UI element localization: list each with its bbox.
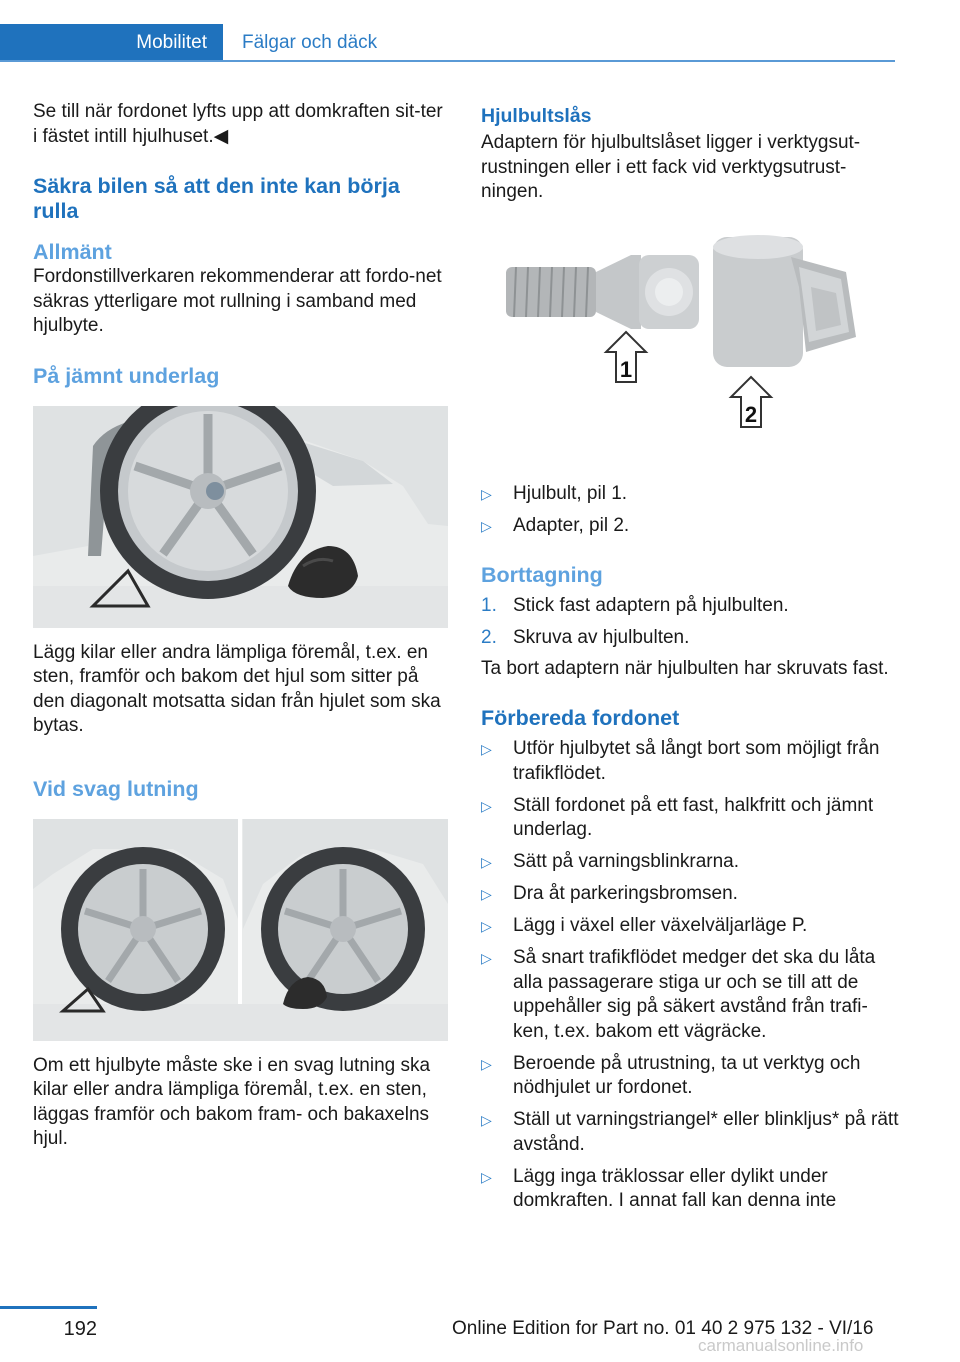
- list-item: ▷ Beroende på utrustning, ta ut verktyg och nödhjulet ur fordonet.: [481, 1052, 861, 1098]
- list-item: 1. Stick fast adaptern på hjulbulten.: [481, 595, 789, 616]
- flat-ground-figure: [33, 406, 448, 628]
- flat-ground-text: Lägg kilar eller andra lämpliga föremål, t.ex. en sten, framför och bakom det hjul som sitter på den diagonalt motsatta sidan från hjulet som ska bytas.: [33, 641, 441, 736]
- triangle-bullet-icon: ▷: [481, 950, 492, 966]
- heading-secure: Säkra bilen så att den inte kan börja rulla: [33, 174, 400, 223]
- slope-text: Om ett hjulbyte måste ske i en svag lutning ska kilar eller andra lämpliga föremål, t.ex. en sten, läggas framför och bakom fram- och bakaxelns hjul.: [33, 1054, 431, 1149]
- edition-text: Online Edition for Part no. 01 40 2 975 132 - VI/16: [452, 1318, 874, 1339]
- page-number: 192: [63, 1318, 97, 1340]
- heading-removal: Borttagning: [481, 563, 603, 587]
- general-text: Fordonstillverkaren rekommenderar att fordo‐net säkras ytterligare mot rullning i samband med hjulbyte.: [33, 266, 442, 336]
- wheel-lock-figure: [481, 227, 899, 462]
- intro-text: Se till när fordonet lyfts upp att domkraften sit‐ter i fästet intill hjulhuset.◀: [33, 101, 443, 147]
- lock-bolt-adapter-illustration: [481, 227, 899, 462]
- triangle-bullet-icon: ▷: [481, 854, 492, 870]
- triangle-bullet-icon: ▷: [481, 517, 492, 534]
- list-item: 2. Skruva av hjulbulten.: [481, 627, 690, 648]
- triangle-bullet-icon: ▷: [481, 1112, 492, 1128]
- watermark: carmanualsonline.info: [698, 1336, 864, 1355]
- list-item: ▷ Dra åt parkeringsbromsen.: [481, 882, 899, 907]
- header-rule: [0, 60, 895, 62]
- triangle-bullet-icon: ▷: [481, 797, 492, 814]
- left-column: [33, 100, 448, 1152]
- list-item: ▷ Ställ ut varningstriangel* eller blinkljus* på rätt avstånd.: [481, 1109, 899, 1155]
- triangle-bullet-icon: ▷: [481, 1055, 492, 1072]
- list-item: ▷ Sätt på varningsblinkrarna.: [481, 850, 899, 875]
- list-item: ▷ Ställ fordonet på ett fast, halkfritt och jämnt underlag.: [481, 794, 874, 840]
- heading-flat-ground: På jämnt underlag: [33, 363, 220, 388]
- triangle-bullet-icon: ▷: [481, 918, 492, 934]
- list-item: ▷ Så snart trafikflödet medger det ska du låta alla passagerare stiga ur och se till att de uppehåller sig på säkert avstånd från trafi‐ken, t.ex. bakom ett vägräcke.: [481, 947, 876, 1042]
- triangle-bullet-icon: ▷: [481, 741, 492, 757]
- page-header: [0, 0, 895, 62]
- chapter-tab: Fälgar och däck: [242, 31, 378, 53]
- list-item: ▷ Adapter, pil 2.: [481, 514, 899, 539]
- heading-general: Allmänt: [33, 240, 112, 264]
- footer-rule: [0, 1306, 97, 1309]
- list-item: ▷ Hjulbult, pil 1.: [481, 482, 899, 507]
- removal-steps: [481, 594, 899, 651]
- section-tab: Mobilitet: [0, 24, 223, 61]
- parts-list: [481, 482, 899, 539]
- removal-after-text: Ta bort adaptern när hjulbulten har skruvats fast.: [481, 657, 889, 679]
- two-wheels-chocked-illustration: [33, 819, 448, 1041]
- right-column: [481, 100, 899, 1221]
- list-item: ▷ Lägg inga träklossar eller dylikt under domkraften. I annat fall kan denna inte: [481, 1165, 837, 1211]
- heading-wheel-lock: Hjulbultslås: [481, 105, 592, 127]
- list-item: ▷ Lägg i växel eller växelväljarläge P.: [481, 914, 899, 939]
- triangle-bullet-icon: ▷: [481, 886, 492, 902]
- list-item: ▷ Utför hjulbytet så långt bort som möjligt från trafikflödet.: [481, 738, 880, 784]
- heading-slope: Vid svag lutning: [33, 776, 199, 801]
- wheel-lock-text: Adaptern för hjulbultslåset ligger i verktygsut‐rustningen eller i ett fack vid verktygsutrust‐ningen.: [481, 132, 861, 202]
- triangle-bullet-icon: ▷: [481, 1168, 492, 1185]
- heading-prepare: Förbereda fordonet: [481, 706, 680, 730]
- prepare-list: [481, 737, 899, 1214]
- slope-figure: [33, 819, 448, 1041]
- car-wheel-chocked-illustration: [33, 406, 448, 628]
- callout-2: 2: [744, 401, 758, 427]
- callout-1: 1: [619, 356, 633, 382]
- triangle-bullet-icon: ▷: [481, 485, 492, 502]
